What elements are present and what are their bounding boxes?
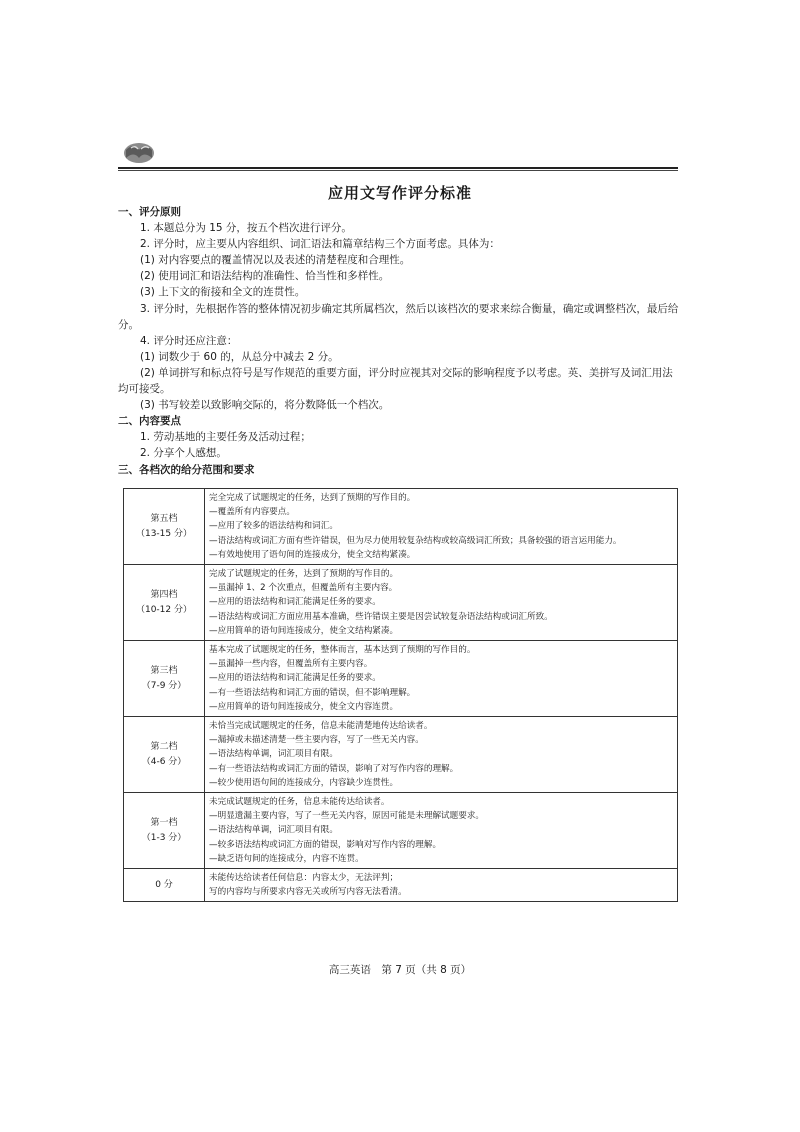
level-name: 第三档	[150, 665, 178, 676]
header-rule	[118, 167, 678, 169]
description-line: —应用的语法结构和词汇能满足任务的要求。	[209, 597, 381, 608]
principle-2-sub-2: (2) 使用词汇和语法结构的准确性、恰当性和多样性。	[140, 270, 390, 283]
table-row	[124, 717, 678, 793]
level-description	[205, 641, 678, 717]
principle-2-sub-3: (3) 上下文的衔接和全文的连贯性。	[140, 286, 306, 299]
section1-heading: 一、评分原则	[118, 206, 181, 218]
table-row	[124, 793, 678, 869]
description-line: 基本完成了试题规定的任务，整体而言，基本达到了预期的写作目的。	[209, 645, 476, 656]
description-line: —漏掉或未描述清楚一些主要内容，写了一些无关内容。	[209, 735, 424, 746]
description-line: —应用了较多的语法结构和词汇。	[209, 521, 338, 532]
level-range: （7-9 分）	[141, 680, 187, 691]
table-row	[124, 641, 678, 717]
level-range: （10-12 分）	[135, 604, 192, 615]
principle-1: 1. 本题总分为 15 分，按五个档次进行评分。	[140, 222, 352, 235]
description-line: —语法结构或词汇方面应用基本准确，些许错误主要是因尝试较复杂语法结构或词汇所致。	[209, 611, 553, 622]
level-name: 第二档	[150, 741, 178, 752]
description-line: —语法结构单调，词汇项目有限。	[209, 749, 338, 760]
principle-4-note-2: (2) 单词拼写和标点符号是写作规范的重要方面，评分时应视其对交际的影响程度予以考虑。英、美拼写及词汇用法均可接受。	[118, 366, 673, 396]
description-line: 未恰当完成试题规定的任务，信息未能清楚地传达给读者。	[209, 721, 433, 732]
description-line: —虽漏掉 1、2 个次重点，但覆盖所有主要内容。	[209, 583, 398, 594]
description-line: —有一些语法结构或词汇方面的错误，影响了对写作内容的理解。	[209, 763, 459, 774]
page-title: 应用文写作评分标准	[327, 184, 472, 202]
scoring-principles	[118, 204, 680, 478]
principle-2-sub-1: (1) 对内容要点的覆盖情况以及表述的清楚程度和合理性。	[140, 254, 411, 267]
description-line: —语法结构或词汇方面有些许错误，但为尽力使用较复杂结构或较高级词汇所致；具备较强的语言运用能力。	[209, 535, 622, 546]
description-line: —语法结构单调，词汇项目有限。	[209, 825, 338, 836]
level-description	[205, 717, 678, 793]
section2-heading: 二、内容要点	[118, 415, 181, 428]
level-name: 0 分	[155, 879, 173, 890]
content-point-1: 1. 劳动基地的主要任务及活动过程；	[140, 431, 311, 444]
content-point-2: 2. 分享个人感想。	[140, 447, 227, 460]
description-line: —应用的语法结构和词汇能满足任务的要求。	[209, 673, 381, 684]
description-line: —虽漏掉一些内容，但覆盖所有主要内容。	[209, 659, 373, 670]
description-line: 完成了试题规定的任务，达到了预期的写作目的。	[209, 569, 399, 580]
description-line: —较多语法结构或词汇方面的错误，影响对写作内容的理解。	[209, 839, 442, 850]
level-name: 第一档	[150, 817, 178, 828]
principle-2: 2. 评分时，应主要从内容组织、词汇语法和篇章结构三个方面考虑。具体为：	[140, 238, 500, 251]
level-cell	[124, 641, 205, 717]
level-name: 第五档	[150, 513, 178, 524]
description-line: —缺乏语句间的连接成分，内容不连贯。	[209, 853, 364, 864]
description-line: —明显遗漏主要内容，写了一些无关内容，原因可能是未理解试题要求。	[209, 811, 485, 822]
table-row	[124, 565, 678, 641]
description-line: —有一些语法结构和词汇方面的错误，但不影响理解。	[209, 687, 416, 698]
level-range: （4-6 分）	[141, 756, 187, 767]
description-line: —应用简单的语句间连接成分，使全文结构紧凑。	[209, 625, 399, 636]
level-range: （13-15 分）	[135, 528, 192, 539]
principle-3: 3. 评分时，先根据作答的整体情况初步确定其所属档次，然后以该档次的要求来综合衡量，确定或调整档次，最后给分。	[118, 302, 679, 331]
level-range: （1-3 分）	[141, 832, 187, 843]
grading-table	[123, 488, 678, 902]
description-line: —较少使用语句间的连接成分，内容缺少连贯性。	[209, 777, 399, 788]
level-description	[205, 489, 678, 565]
level-cell	[124, 565, 205, 641]
description-line: 完全完成了试题规定的任务，达到了预期的写作目的。	[209, 493, 416, 503]
description-line: —覆盖所有内容要点。	[209, 507, 295, 518]
page-footer: 高三英语 第 7 页（共 8 页）	[328, 964, 472, 976]
table-row	[124, 869, 678, 902]
level-description	[205, 869, 678, 902]
description-line: 未完成试题规定的任务，信息未能传达给读者。	[209, 797, 390, 808]
description-line: —应用简单的语句间连接成分，使全文内容连贯。	[209, 701, 399, 712]
description-line: 写的内容均与所要求内容无关或所写内容无法看清。	[209, 887, 407, 898]
description-line: —有效地使用了语句间的连接成分，使全文结构紧凑。	[209, 549, 416, 560]
section3-heading: 三、各档次的给分范围和要求	[118, 463, 255, 476]
principle-4-note-3: (3) 书写较差以致影响交际的，将分数降低一个档次。	[140, 399, 390, 412]
principle-4: 4. 评分时还应注意：	[140, 334, 238, 347]
header-rule-thin	[118, 170, 678, 171]
table-row	[124, 489, 678, 565]
level-cell	[124, 869, 205, 902]
level-cell	[124, 717, 205, 793]
level-description	[205, 565, 678, 641]
level-description	[205, 793, 678, 869]
principle-4-note-1: (1) 词数少于 60 的，从总分中减去 2 分。	[140, 350, 339, 363]
book-logo-icon	[122, 136, 156, 166]
description-line: 未能传达给读者任何信息：内容太少，无法评判；	[209, 873, 399, 884]
level-name: 第四档	[150, 589, 178, 600]
level-cell	[124, 489, 205, 565]
level-cell	[124, 793, 205, 869]
